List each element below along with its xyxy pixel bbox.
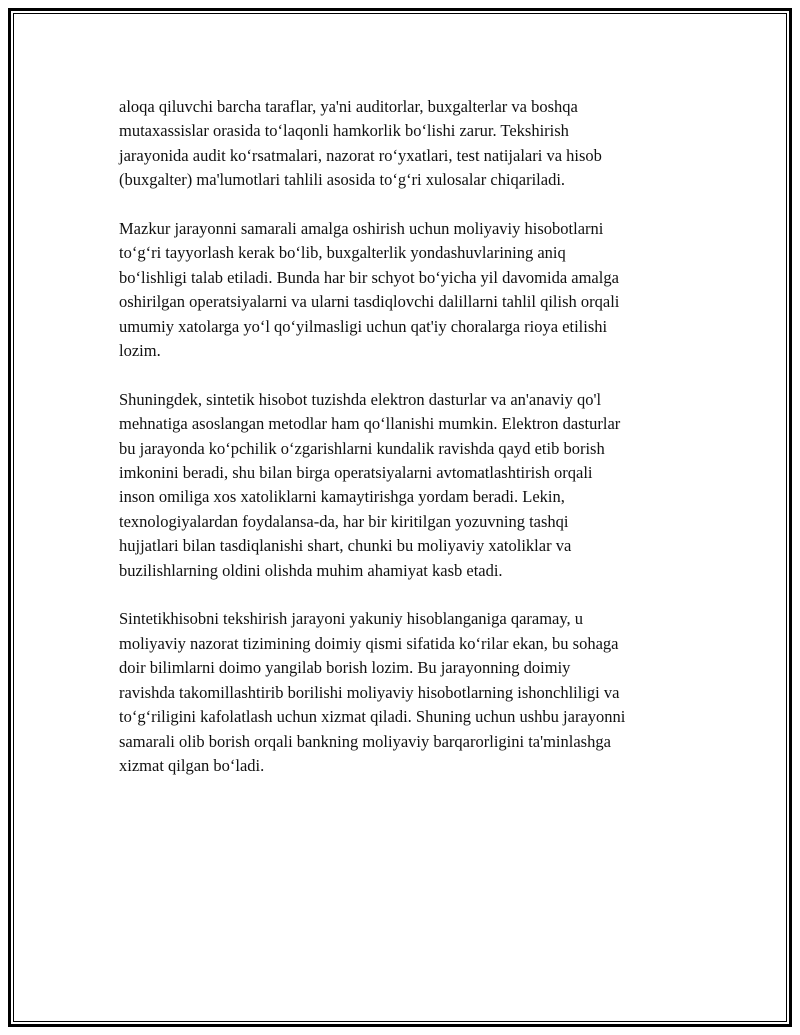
text-line: (buxgalter) ma'lumotlari tahlili asosida to‘g‘ri xulosalar chiqariladi. <box>119 170 566 190</box>
text-line: bu jarayonda ko‘pchilik o‘zgarishlarni kundalik ravishda qayd etib borish <box>119 438 605 458</box>
text-line: oshirilgan operatsiyalarni va ularni tasdiqlovchi dalillarni tahlil qilish orqali <box>119 292 620 312</box>
paragraph-4 <box>119 607 699 778</box>
text-line: doir bilimlarni doimo yangilab borish lozim. Bu jarayonning doimiy <box>119 658 571 678</box>
text-line: aloqa qiluvchi barcha taraflar, ya'ni auditorlar, buxgalterlar va boshqa <box>119 97 578 116</box>
text-line: moliyaviy nazorat tizimining doimiy qismi sifatida ko‘rilar ekan, bu sohaga <box>119 633 619 653</box>
paragraph-2 <box>119 217 699 363</box>
text-line: to‘g‘ri tayyorlash kerak bo‘lib, buxgalterlik yondashuvlarining aniq <box>119 243 566 263</box>
text-line: buzilishlarning oldini olishda muhim ahamiyat kasb etadi. <box>119 560 503 580</box>
text-line: ravishda takomillashtirib borilishi moliyaviy hisobotlarning ishonchliligi va <box>119 682 620 702</box>
paragraph-1 <box>119 95 699 193</box>
text-line: umumiy xatolarga yo‘l qo‘yilmasligi uchun qat'iy choralarga rioya etilishi <box>119 316 608 336</box>
text-line: Mazkur jarayonni samarali amalga oshirish uchun moliyaviy hisobotlarni <box>119 219 604 239</box>
text-line: xizmat qilgan bo‘ladi. <box>119 755 265 775</box>
text-line: Shuningdek, sintetik hisobot tuzishda elektron dasturlar va an'anaviy qo'l <box>119 389 602 409</box>
paragraph-3 <box>119 388 699 583</box>
text-line: lozim. <box>119 341 161 361</box>
page-border <box>8 8 792 1027</box>
text-line: samarali olib borish orqali bankning moliyaviy barqarorligini ta'minlashga <box>119 731 611 751</box>
text-line: texnologiyalardan foydalansa-da, har bir kiritilgan yozuvning tashqi <box>119 511 569 531</box>
document-body <box>119 95 699 803</box>
text-line: mutaxassislar orasida to‘laqonli hamkorlik bo‘lishi zarur. Tekshirish <box>119 121 569 141</box>
text-line: inson omiliga xos xatoliklarni kamaytirishga yordam beradi. Lekin, <box>119 487 565 507</box>
text-line: mehnatiga asoslangan metodlar ham qo‘llanishi mumkin. Elektron dasturlar <box>119 414 621 434</box>
text-line: bo‘lishligi talab etiladi. Bunda har bir schyot bo‘yicha yil davomida amalga <box>119 267 619 287</box>
text-line: Sintetikhisobni tekshirish jarayoni yakuniy hisoblanganiga qaramay, u <box>119 609 584 629</box>
text-line: jarayonida audit ko‘rsatmalari, nazorat ro‘yxatlari, test natijalari va hisob <box>119 145 602 165</box>
text-line: to‘g‘riligini kafolatlash uchun xizmat qiladi. Shuning uchun ushbu jarayonni <box>119 707 626 727</box>
text-line: hujjatlari bilan tasdiqlanishi shart, chunki bu moliyaviy xatoliklar va <box>119 536 572 556</box>
text-line: imkonini beradi, shu bilan birga operatsiyalarni avtomatlashtirish orqali <box>119 463 593 483</box>
